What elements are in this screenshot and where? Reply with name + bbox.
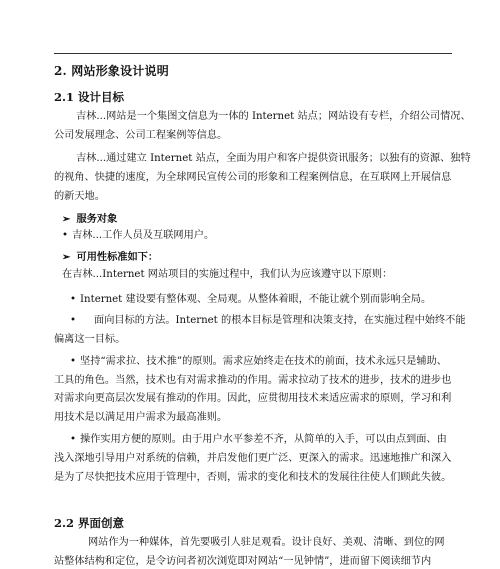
principle-3-line3: 对需求向更高层次发展有推动的作用。因此，应贯彻用技术来适应需求的原则，学习和利 <box>54 393 452 404</box>
principle-3-text: 坚持“需求拉、技术推”的原则。需求应始终走在技术的前面，技术永远只是辅助、 <box>80 356 447 367</box>
arrow-bullet-icon: ➢ <box>62 213 71 225</box>
principle-4-text: 操作实用方便的原则。由于用户水平参差不齐，从简单的入手，可以由点到面、由 <box>80 434 447 445</box>
ui-para-line1: 网站作为一种媒体，首先要吸引人驻足观看。设计良好、美观、清晰、到位的网 <box>88 537 445 548</box>
goal-para1-line1: 吉林...网站是一个集图文信息为一体的 Internet 站点；网站设有专栏，介绍公司情况、 <box>76 111 471 122</box>
principle-1 <box>70 293 431 307</box>
principle-2-line1 <box>70 314 466 328</box>
goal-para2-line2: 的视角、快捷的速度，为全球网民宣传公司的形象和工程案例信息，在互联网上开展信息 <box>54 172 452 183</box>
top-rule <box>54 53 452 54</box>
dot-bullet-icon: • <box>70 434 77 445</box>
principle-4-line2: 浅入深地引导用户对系统的信赖，并启发他们更广泛、更深入的需求。迅速地推广和深入 <box>54 453 452 464</box>
usability-heading-label: 可用性标准如下： <box>76 251 159 263</box>
ui-heading: 2.2 界面创意 <box>54 516 125 530</box>
principle-3-line4: 用技术是以满足用户需求为最高准则。 <box>54 412 228 423</box>
dot-bullet-icon: • <box>70 356 77 367</box>
goal-para1-line2: 公司发展理念、公司工程案例等信息。 <box>54 130 228 141</box>
service-item-text: 吉林...工作人员及互联网用户。 <box>72 230 215 241</box>
principle-4-line1 <box>70 433 447 447</box>
ui-para-line2: 站整体结构和定位，是令访问者初次浏览即对网站“一见钟情”，进而留下阅读细节内 <box>54 556 432 567</box>
goal-para2-line3: 的新天地。 <box>54 191 105 202</box>
principle-4-line3: 是为了尽快把技术应用于管理中，否则，需求的变化和技术的发展往往使人们顾此失彼。 <box>54 472 452 483</box>
principle-3-line2: 工具的角色。当然，技术也有对需求推动的作用。需求拉动了技术的进步，技术的进步也 <box>54 375 452 386</box>
arrow-bullet-icon: ➢ <box>62 251 71 263</box>
service-item <box>62 229 214 243</box>
usability-intro: 在吉林...Internet 网站项目的实施过程中，我们认为应该遵守以下原则： <box>62 269 393 280</box>
goal-para2-line1: 吉林...通过建立 Internet 站点，全面为用户和客户提供资讯服务；以独有的资源、独特 <box>76 153 471 164</box>
dot-bullet-icon: • <box>70 315 77 326</box>
dot-bullet-icon: • <box>62 230 69 241</box>
dot-bullet-icon: • <box>70 294 77 305</box>
service-heading-label: 服务对象 <box>76 213 118 225</box>
principle-2-line2: 偏离这一目标。 <box>54 334 126 345</box>
principle-1-text: Internet 建设要有整体观、全局观。从整体着眼，不能让就个别而影响全局。 <box>80 294 432 305</box>
usability-heading <box>62 248 158 263</box>
goal-heading: 2.1 设计目标 <box>54 90 125 104</box>
section-heading: 2. 网站形象设计说明 <box>54 64 169 78</box>
principle-2-text: 面向目标的方法。Internet 的根本目标是管理和决策支持，在实施过程中始终不能 <box>94 315 466 326</box>
service-heading <box>62 210 117 225</box>
principle-3-line1 <box>70 355 447 369</box>
